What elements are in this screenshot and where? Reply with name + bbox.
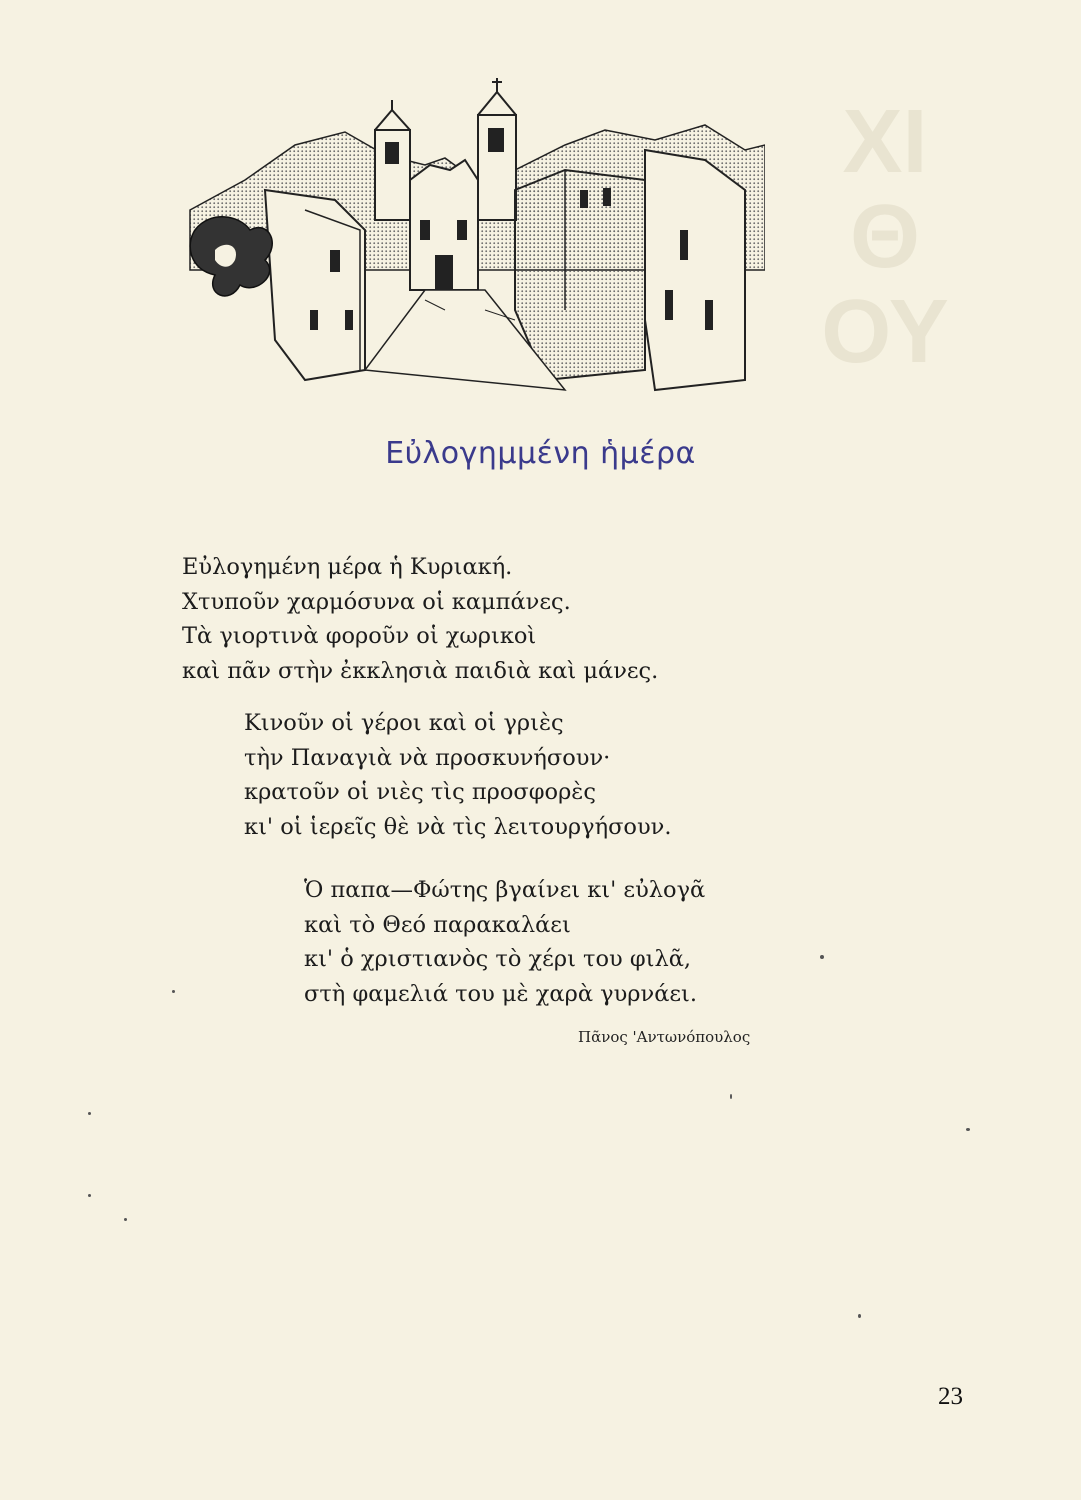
poem-line: κι' ὁ χριστιανὸς τὸ χέρι του φιλᾶ, xyxy=(304,946,692,973)
poem-line: καὶ πᾶν στὴν ἐκκλησιὰ παιδιὰ καὶ μάνες. xyxy=(182,658,659,685)
poem-author: Πᾶνος 'Αντωνόπουλος xyxy=(578,1028,751,1046)
page-number: 23 xyxy=(938,1383,963,1410)
poem-line: Εὐλογημένη μέρα ἡ Κυριακή. xyxy=(182,554,513,580)
poem-title: Εὐλογημμένη ἡμέρα xyxy=(385,436,696,471)
paper-speck xyxy=(858,1314,861,1318)
paper-speck xyxy=(124,1218,127,1221)
poem-line: καὶ τὸ Θεό παρακαλάει xyxy=(304,911,571,938)
paper-speck xyxy=(730,1094,732,1099)
poem-line: τὴν Παναγιὰ νὰ προσκυνήσουν· xyxy=(244,744,611,771)
poem-line: κι' οἱ ἱερεῖς θὲ νὰ τὶς λειτουργήσουν. xyxy=(244,814,672,841)
paper-speck xyxy=(88,1194,91,1197)
poem-line: Ὁ παπα—Φώτης βγαίνει κι' εὐλογᾶ xyxy=(304,877,706,903)
stanza-3 xyxy=(304,873,705,1012)
paper-speck xyxy=(88,1112,91,1115)
poem-line: Τὰ γιορτινὰ φοροῦν οἱ χωρικοὶ xyxy=(182,623,537,650)
stanza-2 xyxy=(244,706,671,845)
poem-line: στὴ φαμελιά του μὲ χαρὰ γυρνάει. xyxy=(304,981,698,1008)
paper-speck xyxy=(172,990,175,993)
poem-line: Κινοῦν οἱ γέροι καὶ οἱ γριὲς xyxy=(244,710,564,736)
show-through-decoration: ΧΙ Θ ΟΥ xyxy=(821,92,949,382)
stanza-1 xyxy=(182,550,658,689)
paper-speck xyxy=(820,955,824,959)
poem-line: κρατοῦν οἱ νιὲς τὶς προσφορὲς xyxy=(244,779,596,806)
poem-line: Χτυποῦν χαρμόσυνα οἱ καμπάνες. xyxy=(182,588,571,615)
paper-speck xyxy=(966,1128,970,1131)
village-church-illustration xyxy=(185,70,765,400)
